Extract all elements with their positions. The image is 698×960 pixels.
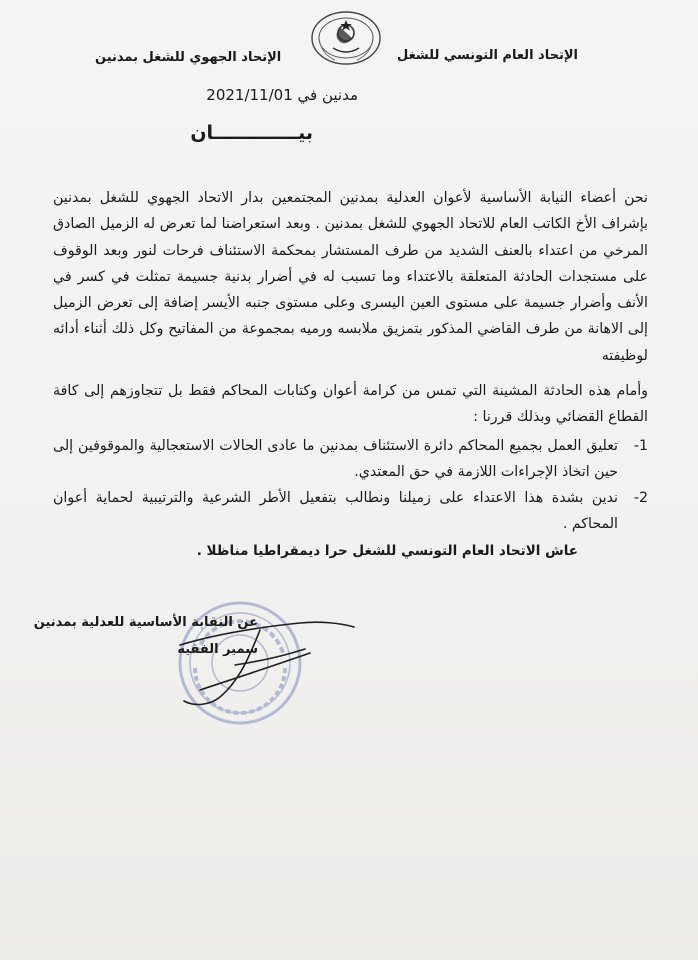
handwritten-signature-icon: [140, 605, 370, 715]
statement-paragraph-1: نحن أعضاء النيابة الأساسية لأعوان العدلية بمدنين المجتمعين بدار الاتحاد الجهوي للشغل بمدنين بإشراف الأخ الكاتب العام للاتحاد الجهوي للشغل بمدنين . وبعد استعراضنا لما تعرض له الزميل الصادق المرخي من اعتداء بالعنف الشديد من طرف المستشار بمحكمة الاستئناف فرحات لنور وبعد الوقوف على مستجدات الحادثة المتعلقة بالاعتداء وما تسبب له في أضرار بدنية جسيمة تمثلت في كسر في الأنف وأضرار جسيمة على مستوى العين اليسرى وعلى مستوى جنبه الأيسر إضافة إلى تعرض الزميل إلى الاهانة من طرف القاضي المذكور بتمزيق ملابسه ورميه بمجموعة من المفاتيح وكل ذلك أثناء أدائه لوظيفته: [53, 190, 648, 364]
document-date: مدنين في 2021/11/01: [206, 86, 358, 104]
header-org-regional: الإتحاد الجهوي للشغل بمدنين: [95, 50, 282, 65]
list-item-text: ندين بشدة هذا الاعتداء على زميلنا ونطالب بتفعيل الأطر الشرعية والترتيبية لحماية أعوان المحاكم .: [53, 490, 618, 532]
list-item-number: 2-: [633, 490, 648, 506]
statement-paragraph-2: وأمام هذه الحادثة المشينة التي تمس من كرامة أعوان وكتابات المحاكم فقط بل تتجاوزهم إلى كافة القطاع القضائي وبذلك قررنا :: [53, 383, 648, 425]
list-item-number: 1-: [633, 438, 648, 454]
document-title: بيـــــــــــــان: [190, 122, 313, 144]
list-item-text: تعليق العمل بجميع المحاكم دائرة الاستئناف بمدنين ما عادى الحالات الاستعجالية والموقوفين إلى حين اتخاذ الإجراءات اللازمة في حق المعتدي.: [53, 438, 618, 480]
header-org-national: الإتحاد العام التونسي للشغل: [396, 48, 578, 63]
demands-list: [53, 433, 648, 537]
union-emblem-icon: [305, 8, 387, 66]
signatory-name: سمير الفقيه: [177, 642, 258, 657]
signatory-org: عن النقابة الأساسية للعدلية بمدنين: [33, 615, 258, 630]
list-item: [53, 433, 648, 485]
closing-slogan: عاش الاتحاد العام التونسي للشغل حرا ديمقراطيا مناظلا .: [196, 543, 578, 559]
list-item: [53, 485, 648, 537]
